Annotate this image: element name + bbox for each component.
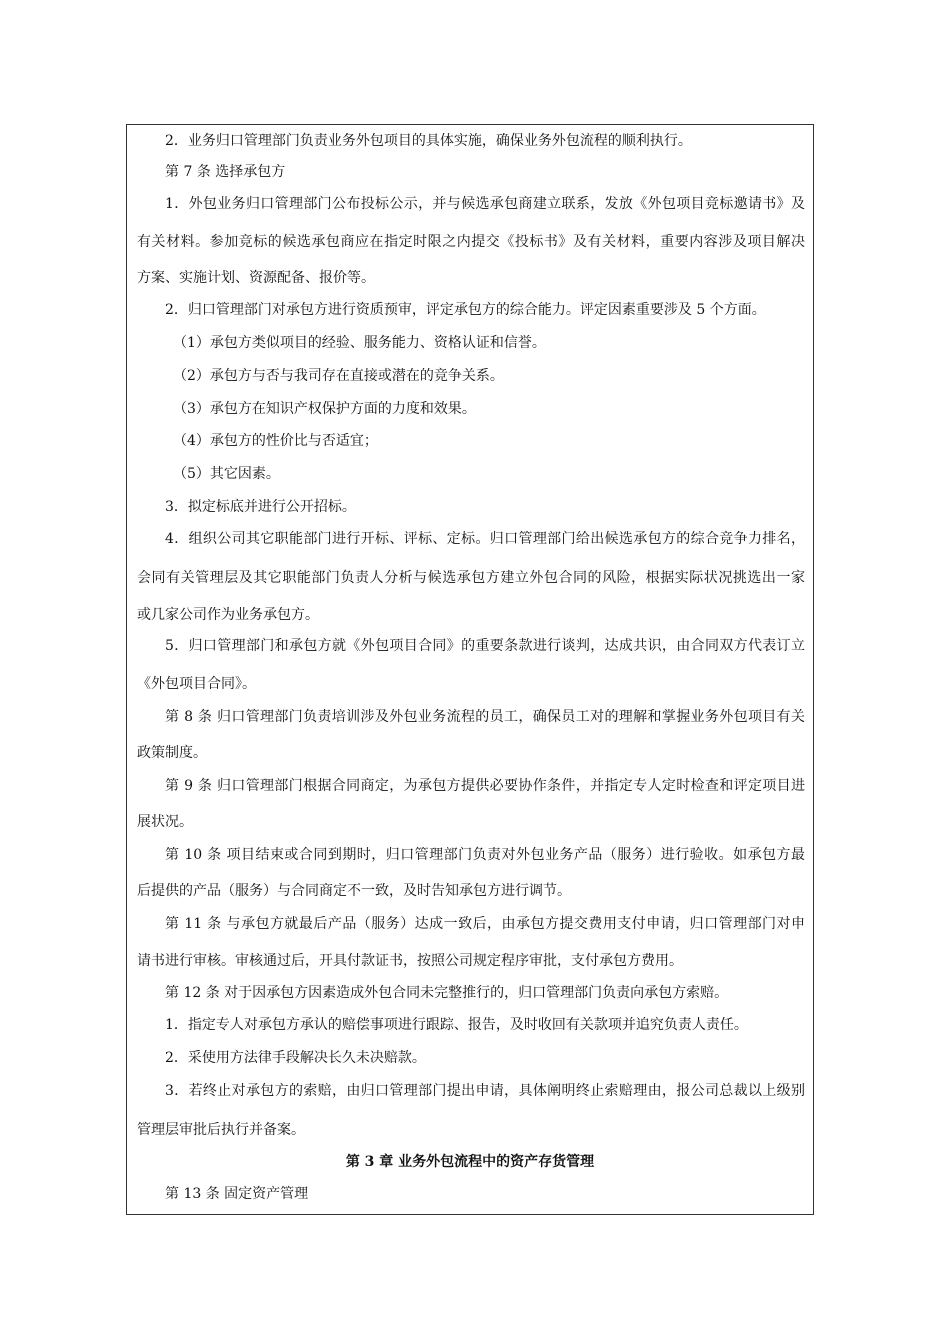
paragraph-line: 1．外包业务归口管理部门公布投标公示，并与候选承包商建立联系，发放《外包项目竞标邀请书》及 bbox=[165, 196, 805, 212]
paragraph-line: 展状况。 bbox=[137, 814, 193, 830]
paragraph-line: 政策制度。 bbox=[137, 745, 207, 761]
chapter-heading: 第 3 章 业务外包流程中的资产存货管理 bbox=[345, 1154, 595, 1170]
paragraph-line: 或几家公司作为业务承包方。 bbox=[137, 607, 319, 623]
article-heading: 第 12 条 对于因承包方因素造成外包合同未完整推行的，归口管理部门负责向承包方索赔。 bbox=[165, 985, 729, 1001]
paragraph-line: 有关材料。参加竞标的候选承包商应在指定时限之内提交《投标书》及有关材料，重要内容涉及项目解决 bbox=[137, 234, 805, 250]
article-heading: 第 8 条 归口管理部门负责培训涉及外包业务流程的员工，确保员工对的理解和掌握业务外包项目有关 bbox=[165, 709, 805, 725]
list-item: （5）其它因素。 bbox=[173, 466, 280, 482]
paragraph-line: 3．若终止对承包方的索赔，由归口管理部门提出申请，具体阐明终止索赔理由，报公司总裁以上级别 bbox=[165, 1083, 805, 1099]
article-heading: 第 7 条 选择承包方 bbox=[165, 164, 286, 180]
paragraph-line: 《外包项目合同》。 bbox=[137, 676, 256, 692]
article-heading: 第 10 条 项目结束或合同到期时，归口管理部门负责对外包业务产品（服务）进行验收。如承包方最 bbox=[165, 847, 805, 863]
paragraph-line: 管理层审批后执行并备案。 bbox=[137, 1122, 305, 1138]
paragraph-line: 3．拟定标底并进行公开招标。 bbox=[165, 499, 356, 515]
paragraph-line: 1．指定专人对承包方承认的赔偿事项进行跟踪、报告，及时收回有关款项并追究负责人责任。 bbox=[165, 1017, 748, 1033]
paragraph-line: 5．归口管理部门和承包方就《外包项目合同》的重要条款进行谈判，达成共识，由合同双方代表订立 bbox=[165, 638, 805, 654]
article-heading: 第 9 条 归口管理部门根据合同商定，为承包方提供必要协作条件，并指定专人定时检查和评定项目进 bbox=[165, 778, 805, 794]
list-item: （3）承包方在知识产权保护方面的力度和效果。 bbox=[173, 401, 476, 417]
list-item: （2）承包方与否与我司存在直接或潜在的竞争关系。 bbox=[173, 368, 504, 384]
paragraph-line: 2．归口管理部门对承包方进行资质预审，评定承包方的综合能力。评定因素重要涉及 5 个方面。 bbox=[165, 302, 766, 318]
article-heading: 第 13 条 固定资产管理 bbox=[165, 1186, 309, 1202]
document-table-cell bbox=[126, 124, 814, 1215]
paragraph-line: 4．组织公司其它职能部门进行开标、评标、定标。归口管理部门给出候选承包方的综合竞争力排名， bbox=[165, 531, 805, 547]
paragraph-line: 2．采使用方法律手段解决长久未决赔款。 bbox=[165, 1050, 426, 1066]
article-heading: 第 11 条 与承包方就最后产品（服务）达成一致后，由承包方提交费用支付申请，归口管理部门对申 bbox=[165, 916, 805, 932]
list-item: （1）承包方类似项目的经验、服务能力、资格认证和信誉。 bbox=[173, 335, 546, 351]
paragraph-line: 会同有关管理层及其它职能部门负责人分析与候选承包方建立外包合同的风险，根据实际状况挑选出一家 bbox=[137, 570, 805, 586]
paragraph-line: 后提供的产品（服务）与合同商定不一致，及时告知承包方进行调节。 bbox=[137, 883, 571, 899]
paragraph-line: 方案、实施计划、资源配备、报价等。 bbox=[137, 270, 375, 286]
paragraph-line: 请书进行审核。审核通过后，开具付款证书，按照公司规定程序审批，支付承包方费用。 bbox=[137, 953, 683, 969]
list-item: （4）承包方的性价比与否适宜； bbox=[173, 433, 378, 449]
paragraph-line: 2．业务归口管理部门负责业务外包项目的具体实施，确保业务外包流程的顺利执行。 bbox=[165, 133, 692, 149]
